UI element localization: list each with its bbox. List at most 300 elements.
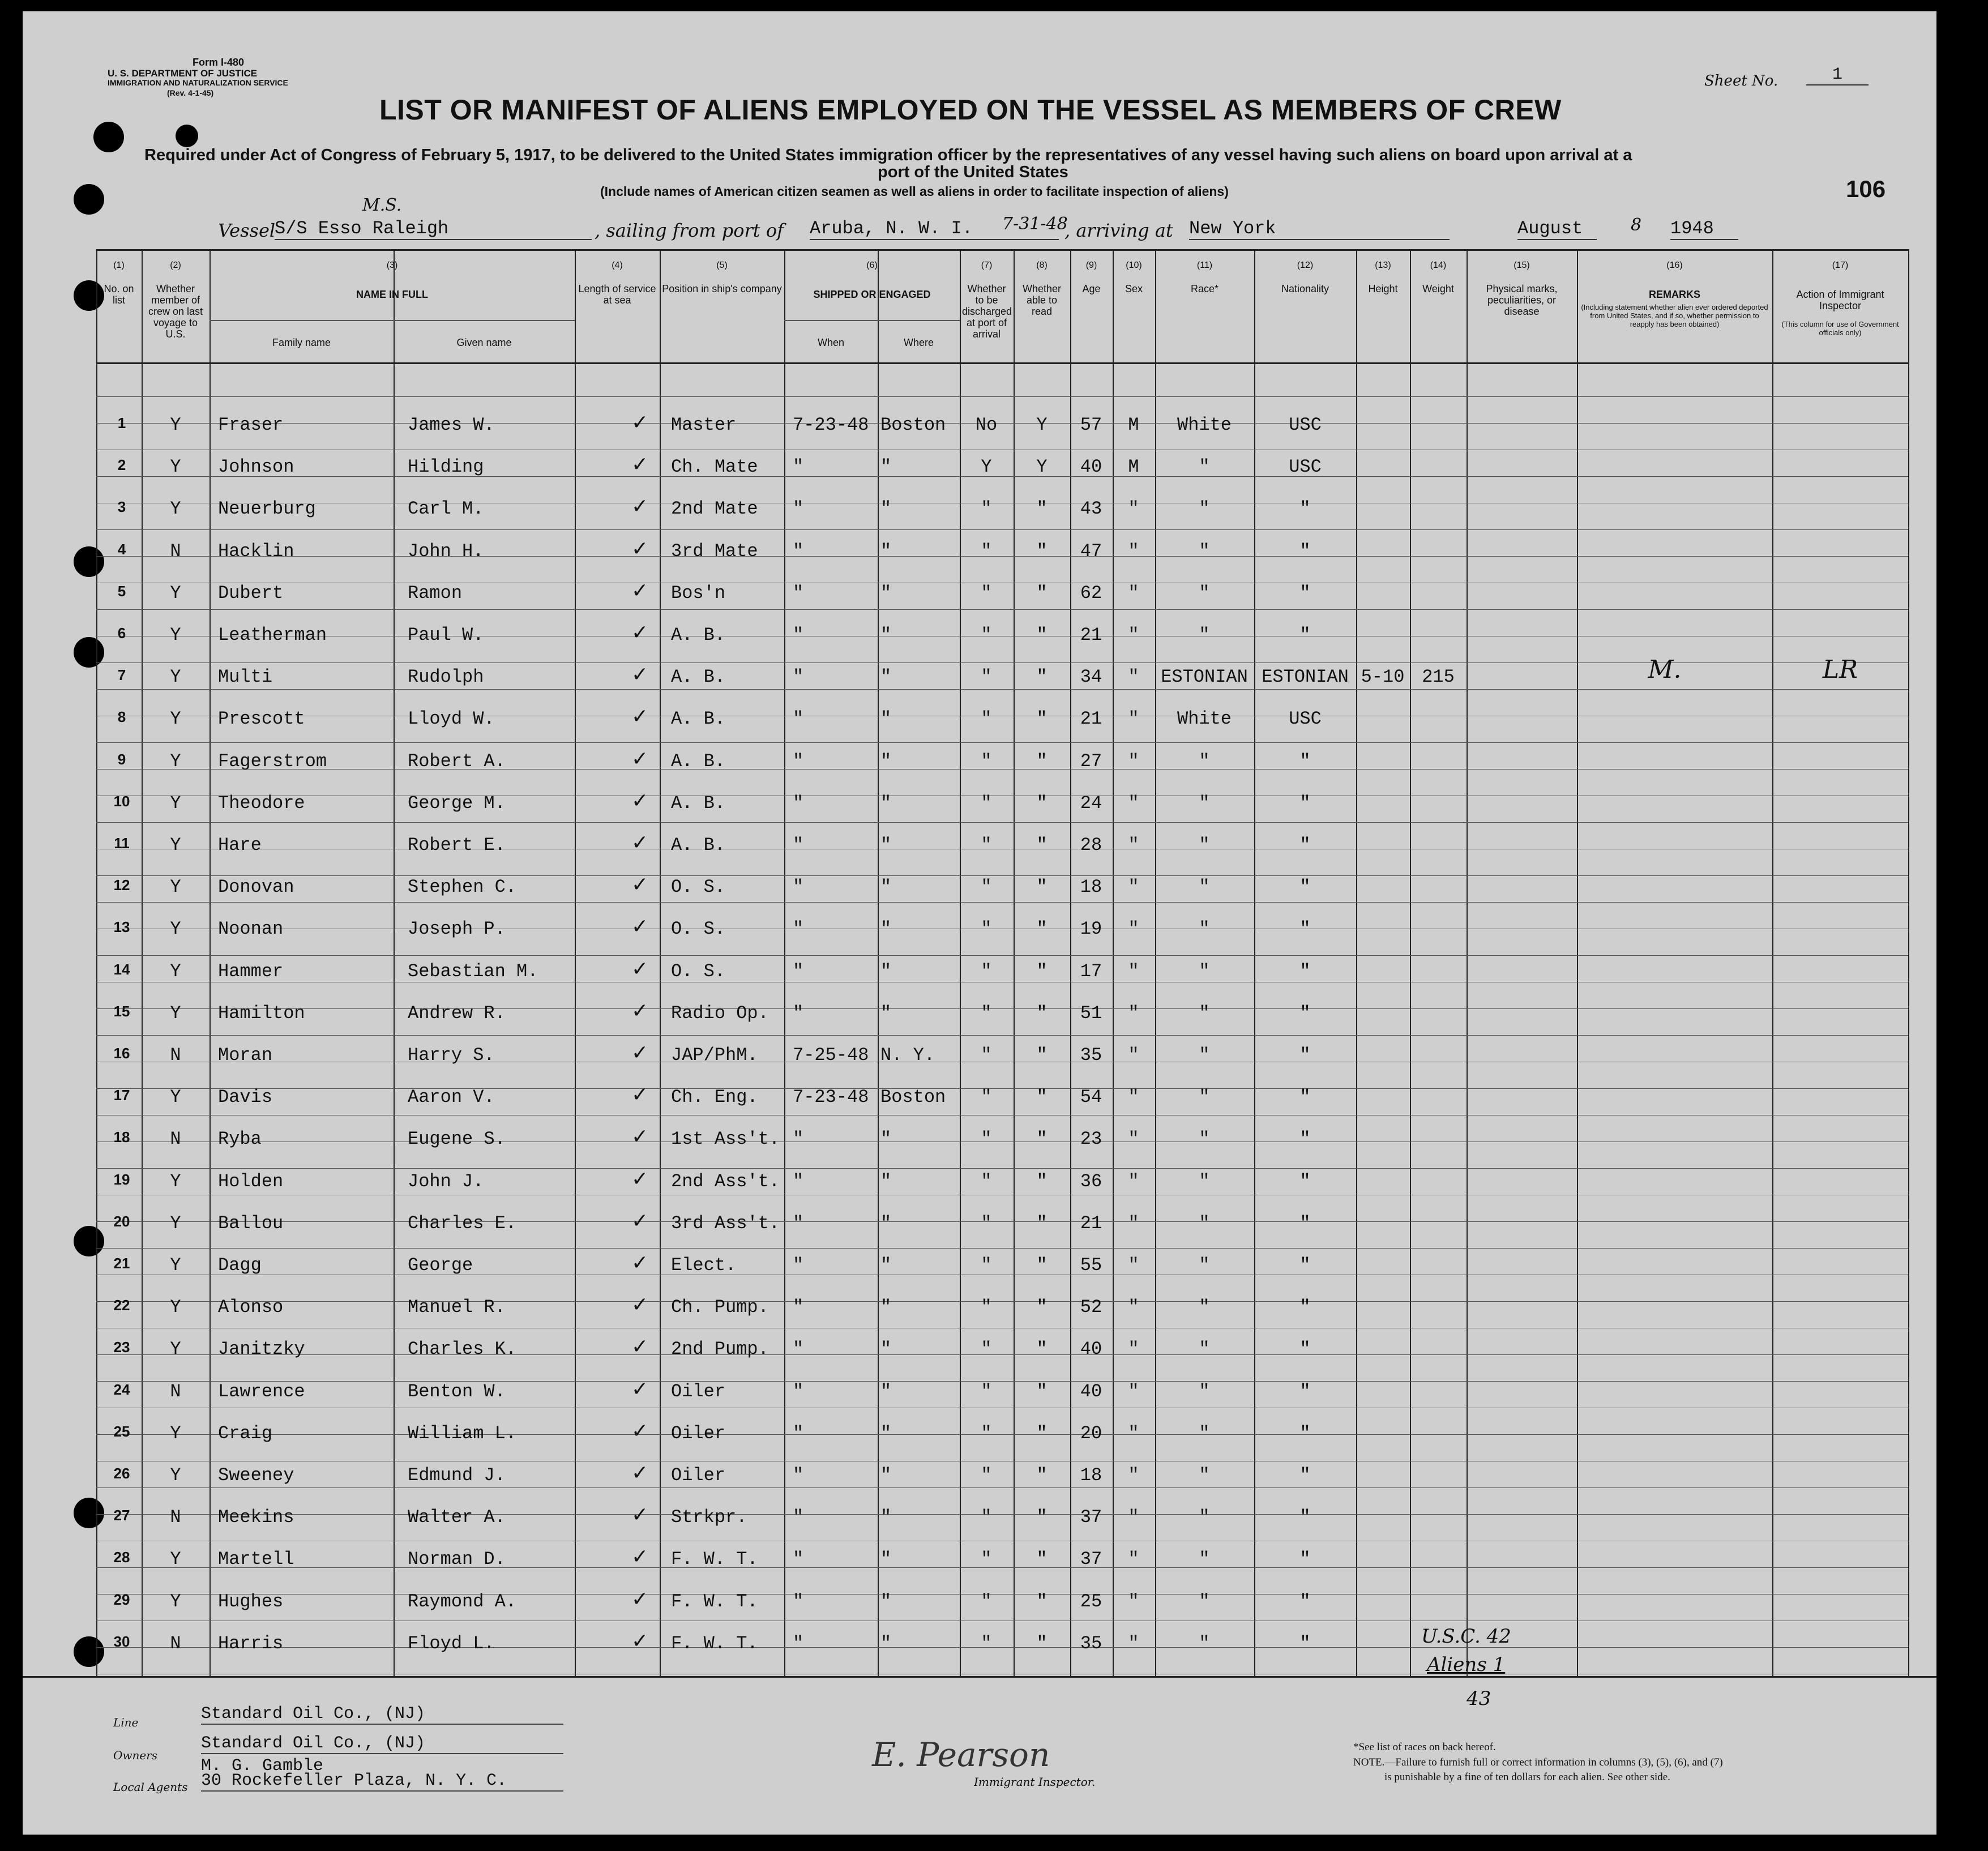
prior-voyage: Y [170,1255,181,1276]
column-divider [1467,249,1468,1676]
discharge-flag: " [981,1002,992,1024]
shipped-where: " [880,1255,892,1276]
shipped-when: " [793,1212,804,1234]
row-number: 15 [113,1002,130,1020]
given-name: Aaron V. [408,1087,495,1108]
column-header: Weight [1422,283,1454,294]
column-number: (1) [113,260,125,270]
position: 3rd Ass't. [671,1212,780,1234]
sex: " [1128,1170,1139,1192]
nationality: " [1299,1087,1311,1108]
prior-voyage: Y [170,1422,181,1444]
subtitle-2: port of the United States [878,163,1068,181]
column-number: (3) [386,260,398,270]
family-name: Hacklin [218,540,294,562]
service-check-icon: ✓ [631,1041,649,1065]
column-note: (This column for use of Government officials only) [1781,320,1899,337]
race: " [1199,582,1210,604]
sex: " [1128,1128,1139,1150]
read-flag: " [1036,625,1048,646]
age: 34 [1080,666,1102,688]
race: White [1177,708,1232,730]
sex: " [1128,1087,1139,1108]
shipped-subheader-divider [784,320,960,321]
vessel-label: Vessel [218,220,276,241]
sex: " [1128,960,1139,982]
row-number: 26 [113,1465,130,1482]
given-name: Joseph P. [408,918,506,940]
column-header: Whether able to read [1022,283,1062,317]
position: 2nd Pump. [671,1339,769,1360]
shipped-when: " [793,1549,804,1570]
position: A. B. [671,708,726,730]
given-name: Carl M. [408,498,484,520]
column-number: (6) [866,260,878,270]
sex: M [1128,456,1139,478]
race: " [1199,1591,1210,1612]
shipped-where: " [880,456,892,478]
service-check-icon: ✓ [631,705,649,729]
row-number: 12 [113,877,130,894]
shipped-where: " [880,1549,892,1570]
race: " [1199,1465,1210,1486]
shipped-when: " [793,1255,804,1276]
nationality: " [1299,1297,1311,1318]
prior-voyage: Y [170,750,181,772]
sex: " [1128,1297,1139,1318]
column-number: (17) [1832,260,1849,270]
tally-total: 43 [1467,1687,1491,1710]
family-name: Meekins [218,1507,294,1528]
given-name: Raymond A. [408,1591,517,1612]
service-check-icon: ✓ [631,663,649,687]
column-subheader: Where [903,337,934,348]
column-header: Whether to be discharged at port of arrival [962,283,1012,340]
age: 47 [1080,540,1102,562]
ruled-line [96,1035,1908,1036]
family-name: Davis [218,1087,273,1108]
subtitle-3: (Include names of American citizen seamen as well as aliens in order to facilitate inspection of aliens) [600,184,1229,199]
discharge-flag: " [981,1465,992,1486]
shipped-when: " [793,792,804,814]
race: " [1199,750,1210,772]
agents-value-2: 30 Rockefeller Plaza, N. Y. C. [201,1771,563,1792]
nationality: " [1299,1591,1311,1612]
shipped-when: " [793,1339,804,1360]
read-flag: Y [1036,456,1048,478]
prior-voyage: Y [170,1087,181,1108]
shipped-where: N. Y. [880,1045,935,1066]
service-check-icon: ✓ [631,1083,649,1107]
row-number: 20 [113,1212,130,1230]
age: 24 [1080,792,1102,814]
sex: " [1128,708,1139,730]
prior-voyage: Y [170,498,181,520]
family-name: Ryba [218,1128,262,1150]
prior-voyage: Y [170,918,181,940]
prior-voyage: N [170,1632,181,1654]
column-header: Whether member of crew on last voyage to U.S. [148,283,203,340]
read-flag: " [1036,1045,1048,1066]
row-number: 10 [113,792,130,810]
age: 27 [1080,750,1102,772]
race: " [1199,1297,1210,1318]
shipped-when: " [793,1507,804,1528]
column-divider [575,249,576,1676]
service-check-icon: ✓ [631,1419,649,1443]
given-name: Sebastian M. [408,960,538,982]
position: JAP/PhM. [671,1045,758,1066]
discharge-flag: " [981,582,992,604]
row-number: 24 [113,1380,130,1398]
age: 19 [1080,918,1102,940]
shipped-where: " [880,708,892,730]
family-name: Dagg [218,1255,262,1276]
nationality: " [1299,498,1311,520]
family-name: Johnson [218,456,294,478]
family-name: Fraser [218,414,284,435]
given-name: William L. [408,1422,517,1444]
discharge-flag: " [981,498,992,520]
prior-voyage: Y [170,1170,181,1192]
shipped-where: " [880,1128,892,1150]
prior-voyage: Y [170,1002,181,1024]
service-check-icon: ✓ [631,789,649,813]
nationality: USC [1289,708,1322,730]
prior-voyage: N [170,1507,181,1528]
table-top-border [96,249,1908,251]
ruled-line [96,1168,1908,1169]
vessel-handwritten: M.S. [362,195,402,215]
row-number: 1 [117,414,126,431]
sex: M [1128,414,1139,435]
arrival-month: August [1517,218,1597,240]
age: 23 [1080,1128,1102,1150]
shipped-where: " [880,582,892,604]
nationality: " [1299,792,1311,814]
column-header: No. on list [104,283,134,306]
position: A. B. [671,750,726,772]
remarks: M. [1648,655,1682,685]
service-check-icon: ✓ [631,873,649,897]
given-name: Robert E. [408,835,506,856]
age: 18 [1080,1465,1102,1486]
service-check-icon: ✓ [631,915,649,939]
given-name: Edmund J. [408,1465,506,1486]
prior-voyage: Y [170,582,181,604]
given-name: Eugene S. [408,1128,506,1150]
column-divider [660,249,661,1676]
sailing-port: Aruba, N. W. I. [810,218,1059,240]
column-number: (13) [1375,260,1391,270]
age: 37 [1080,1549,1102,1570]
prior-voyage: Y [170,666,181,688]
age: 57 [1080,414,1102,435]
position: A. B. [671,625,726,646]
race: " [1199,1045,1210,1066]
shipped-when: " [793,1632,804,1654]
column-divider [394,249,395,1676]
column-number: (4) [612,260,623,270]
family-name: Janitzky [218,1339,305,1360]
revision: (Rev. 4-1-45) [167,88,214,97]
nationality: " [1299,1465,1311,1486]
shipped-when: " [793,666,804,688]
read-flag: " [1036,1339,1048,1360]
family-name: Leatherman [218,625,327,646]
service-check-icon: ✓ [631,831,649,854]
prior-voyage: N [170,1128,181,1150]
sex: " [1128,918,1139,940]
race: " [1199,960,1210,982]
column-header: Position in ship's company [662,283,782,294]
nationality: " [1299,582,1311,604]
family-name: Craig [218,1422,273,1444]
shipped-where: " [880,1297,892,1318]
given-name: George [408,1255,473,1276]
family-name: Moran [218,1045,273,1066]
race: " [1199,1255,1210,1276]
discharge-flag: " [981,666,992,688]
service-check-icon: ✓ [631,411,649,434]
sex: " [1128,625,1139,646]
shipped-where: " [880,792,892,814]
age: 40 [1080,1380,1102,1402]
given-name: Stephen C. [408,877,517,898]
shipped-when: " [793,582,804,604]
column-number: (10) [1126,260,1142,270]
prior-voyage: Y [170,1465,181,1486]
sex: " [1128,1212,1139,1234]
read-flag: " [1036,1212,1048,1234]
given-name: Harry S. [408,1045,495,1066]
nationality: " [1299,918,1311,940]
read-flag: " [1036,540,1048,562]
shipped-where: " [880,918,892,940]
given-name: Lloyd W. [408,708,495,730]
column-divider [1908,249,1909,1676]
nationality: " [1299,750,1311,772]
shipped-when: " [793,1170,804,1192]
age: 62 [1080,582,1102,604]
family-name: Martell [218,1549,294,1570]
position: Ch. Pump. [671,1297,769,1318]
position: Ch. Eng. [671,1087,758,1108]
service-check-icon: ✓ [631,453,649,477]
nationality: " [1299,960,1311,982]
given-name: George M. [408,792,506,814]
nationality: " [1299,540,1311,562]
shipped-where: " [880,750,892,772]
age: 35 [1080,1045,1102,1066]
nationality: ESTONIAN [1262,666,1349,688]
read-flag: " [1036,1465,1048,1486]
prior-voyage: Y [170,1339,181,1360]
height: 5-10 [1361,666,1405,688]
arrival-day: 8 [1631,215,1642,235]
race: " [1199,1549,1210,1570]
position: F. W. T. [671,1549,758,1570]
family-name: Theodore [218,792,305,814]
service-check-icon: ✓ [631,579,649,602]
row-number: 13 [113,918,130,936]
race: " [1199,456,1210,478]
prior-voyage: Y [170,1212,181,1234]
sex: " [1128,1465,1139,1486]
races-note: *See list of races on back hereof. [1353,1741,1496,1753]
column-header: Physical marks, peculiarities, or disease [1486,283,1558,317]
given-name: Charles E. [408,1212,517,1234]
family-name: Prescott [218,708,305,730]
prior-voyage: Y [170,1297,181,1318]
tally-aliens: Aliens 1 [1427,1653,1506,1676]
read-flag: " [1036,960,1048,982]
department: U. S. DEPARTMENT OF JUSTICE [108,68,258,79]
family-name: Neuerburg [218,498,316,520]
row-number: 19 [113,1170,130,1188]
discharge-flag: " [981,1422,992,1444]
family-name: Multi [218,666,273,688]
discharge-flag: " [981,708,992,730]
age: 37 [1080,1507,1102,1528]
row-number: 2 [117,456,126,474]
row-number: 7 [117,666,126,684]
sex: " [1128,498,1139,520]
race: " [1199,918,1210,940]
column-divider [784,249,785,1676]
nationality: USC [1289,414,1322,435]
service-check-icon: ✓ [631,1503,649,1527]
ruled-line [96,1487,1908,1488]
discharge-flag: " [981,1170,992,1192]
read-flag: " [1036,877,1048,898]
given-name: James W. [408,414,495,435]
sex: " [1128,1002,1139,1024]
prior-voyage: Y [170,960,181,982]
column-number: (7) [981,260,993,270]
inspector-label: Immigrant Inspector. [974,1775,1096,1789]
age: 17 [1080,960,1102,982]
sheet-number: 1 [1806,65,1869,86]
service-check-icon: ✓ [631,1293,649,1317]
arrival-year: 1948 [1670,218,1738,240]
shipped-where: " [880,666,892,688]
sex: " [1128,582,1139,604]
shipped-when: " [793,960,804,982]
read-flag: " [1036,1128,1048,1150]
family-name: Ballou [218,1212,284,1234]
sex: " [1128,1339,1139,1360]
given-name: Paul W. [408,625,484,646]
position: 2nd Ass't. [671,1170,780,1192]
nationality: " [1299,877,1311,898]
shipped-when: " [793,1002,804,1024]
prior-voyage: Y [170,708,181,730]
prior-voyage: N [170,540,181,562]
sex: " [1128,1591,1139,1612]
ruled-line [96,955,1908,956]
manifest-sheet [23,11,1936,1835]
discharge-flag: " [981,1380,992,1402]
age: 36 [1080,1170,1102,1192]
column-divider [1410,249,1411,1676]
agents-value-1: M. G. Gamble [201,1756,324,1776]
shipped-when: " [793,1422,804,1444]
punch-hole [74,184,104,215]
given-name: Rudolph [408,666,484,688]
shipped-where: " [880,1002,892,1024]
shipped-where: " [880,1507,892,1528]
line-value: Standard Oil Co., (NJ) [201,1704,563,1725]
age: 55 [1080,1255,1102,1276]
nationality: " [1299,1045,1311,1066]
discharge-flag: " [981,1255,992,1276]
position: Radio Op. [671,1002,769,1024]
column-header: Height [1368,283,1398,294]
age: 51 [1080,1002,1102,1024]
shipped-when: " [793,877,804,898]
given-name: John J. [408,1170,484,1192]
race: " [1199,498,1210,520]
read-flag: " [1036,1507,1048,1528]
shipped-where: " [880,1632,892,1654]
race: " [1199,1002,1210,1024]
sex: " [1128,1507,1139,1528]
penalty-note-1: NOTE.—Failure to furnish full or correct information in columns (3), (5), (6), and (7) [1353,1756,1723,1768]
column-note: (Including statement whether alien ever ordered deported from United States, and if so, whether permission to reapply has been obtained) [1581,303,1768,328]
given-name: Ramon [408,582,463,604]
position: 3rd Mate [671,540,758,562]
given-name: John H. [408,540,484,562]
shipped-where: " [880,960,892,982]
column-header: Sex [1125,283,1143,294]
ruled-line [96,689,1908,690]
shipped-where: " [880,625,892,646]
shipped-where: " [880,877,892,898]
row-number: 29 [113,1591,130,1608]
sex: " [1128,1422,1139,1444]
race: White [1177,414,1232,435]
prior-voyage: Y [170,414,181,435]
ruled-line [96,529,1908,530]
column-subheader: When [817,337,845,348]
ruled-line [96,1248,1908,1249]
discharge-flag: " [981,1128,992,1150]
position: Oiler [671,1465,726,1486]
row-number: 9 [117,750,126,768]
column-number: (2) [170,260,181,270]
shipped-where: Boston [880,414,946,435]
shipped-where: " [880,1339,892,1360]
prior-voyage: Y [170,1591,181,1612]
nationality: " [1299,1002,1311,1024]
column-header: NAME IN FULL [356,289,428,300]
age: 20 [1080,1422,1102,1444]
read-flag: " [1036,708,1048,730]
shipped-when: 7-23-48 [793,1087,869,1108]
nationality: " [1299,1128,1311,1150]
position: 1st Ass't. [671,1128,780,1150]
nationality: " [1299,1170,1311,1192]
read-flag: " [1036,1297,1048,1318]
shipped-when: " [793,498,804,520]
discharge-flag: " [981,1632,992,1654]
row-number: 11 [114,835,130,852]
family-name: Dubert [218,582,284,604]
race: " [1199,877,1210,898]
shipped-when: " [793,1380,804,1402]
prior-voyage: Y [170,625,181,646]
